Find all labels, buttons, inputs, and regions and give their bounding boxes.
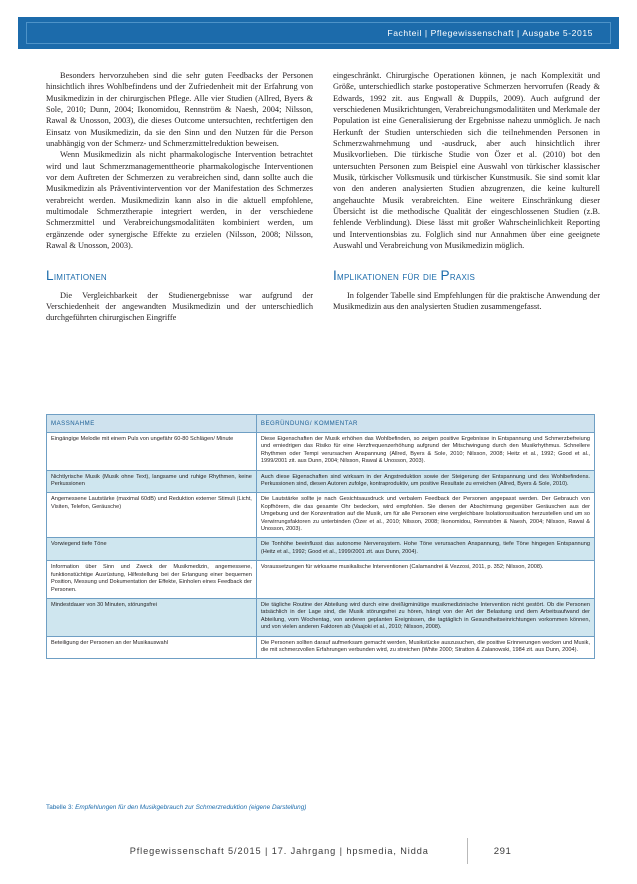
footer-divider <box>467 838 468 864</box>
section-heading-initial: I <box>333 267 338 283</box>
section-heading-implikationen <box>333 268 600 283</box>
paragraph: In folgender Tabelle sind Empfehlungen für die praktische Anwendung der Musikmedizin aus den analysierten Studien zusammengefasst. <box>333 290 600 311</box>
table-body <box>47 433 595 659</box>
table-row <box>47 636 595 659</box>
cell-massnahme: Nichtlyrische Musik (Musik ohne Text), langsame und ruhige Rhythmen, keine Perkussionen <box>47 470 257 493</box>
section-heading-rest: imitationen <box>53 270 107 283</box>
paragraph: Wenn Musikmedizin als nicht pharmakologische Intervention betrachtet wird und laut Schmerzmanagementtheorie pharmakologische Interventionen vor dem Auftreten der Schmerzen zu verabreichen sind, dann sollte auch die Musikmedizin als Präventivintervention vor der Manifestation des Schmerzes verabreicht werden. Musikmedizin kann also in die aktuell empfohlene, multimodale Schmerztherapie integriert werden, in der verschiedene Schmerzmittel und Verabreichungsmodalitäten kombiniert werden, um ergänzende oder synergische Effekte zu erzielen (Nilsson, 2008; Nilsson, Rawal & Unosson, 2003). <box>46 150 313 251</box>
section-heading-rest-2: raxis <box>449 270 476 283</box>
table-head <box>47 415 595 433</box>
section-heading-initial-2: P <box>440 267 450 283</box>
cell-begruendung: Die Lautstärke sollte je nach Gesichtsausdruck und verbalem Feedback der Personen angepasst werden. Der Gebrauch von Kopfhörern, die das gesamte Ohr bedecken, wird empfohlen. Sie dienen der Abschirmung gegenüber Geräuschen aus der Umgebung und der Konzentration auf die Musik, um für alle Personen eine vergleichbare Isolationssituation herzustellen und um so Verwirrungsfaktoren zu unterbinden (Özer et al., 2010; Nilsson, 2008; Ikonomidou, Rennström & Naesh, 2004; Nilsson, Rawal & Unosson, 2003). <box>256 493 594 538</box>
body-columns <box>46 70 600 324</box>
section-heading-initial: L <box>46 267 54 283</box>
recommendations-table-wrap <box>46 414 595 659</box>
cell-begruendung: Die Tonhöhe beeinflusst das autonome Nervensystem. Hohe Töne verursachen Anspannung, tiefe Töne hingegen Entspannung (Heitz et al., 1992; Good et al., 1999/2001 zit. aus Dunn, 2004). <box>256 538 594 561</box>
recommendations-table <box>46 414 595 659</box>
table-row <box>47 470 595 493</box>
left-column <box>46 70 313 324</box>
paragraph: Besonders hervorzuheben sind die sehr guten Feedbacks der Personen hinsichtlich ihres Wohlbefindens und der Zufriedenheit mit der Erfahrung von Musikmedizin in der chirurgischen Pflege. Alle vier Studien (Allred, Byers & Sole, 2010; Dunn, 2004; Ikonomidou, Rennström & Naesh, 2004; Nilsson, Rawal & Unosson, 2003), die dieses Outcome untersuchten, rechtfertigen den Einsatz von Musikmedizin, da sie den Sinn und den Nutzen für die Person unabhängig von der Schmerz- und Schmerzmittelreduktion beweisen. <box>46 71 313 149</box>
running-head-text: Fachteil | Pflegewissenschaft | Ausgabe 5-2015 <box>387 28 593 38</box>
section-heading-limitationen <box>46 268 313 283</box>
caption-title: Empfehlungen für den Musikgebrauch zur Schmerzreduktion (eigene Darstellung) <box>75 804 307 811</box>
table-row <box>47 433 595 471</box>
paragraph: Die Vergleichbarkeit der Studienergebnisse war aufgrund der Verschiedenheit der angewandten Musikmedizin und der unterschiedlich durchgeführten chirurgischen Eingriffe <box>46 290 313 323</box>
cell-begruendung: Voraussetzungen für wirksame musikalische Interventionen (Calamandrei & Vezzosi, 2011, p. 352; Nilsson, 2008). <box>256 561 594 599</box>
table-row <box>47 561 595 599</box>
column-header-begruendung: BEGRÜNDUNG/ KOMMENTAR <box>256 415 594 433</box>
cell-begruendung: Die Personen sollten darauf aufmerksam gemacht werden, Musikstücke auszusuchen, die positive Erinnerungen wecken und Musik, die mit schmerzvollen Erfahrungen verbunden wird, zu streichen (White 2000; Stratton & Zalanowski, 1984 zit. aus Dunn, 2004). <box>256 636 594 659</box>
footer-text: Pflegewissenschaft 5/2015 | 17. Jahrgang | hpsmedia, Nidda <box>129 846 429 856</box>
page-footer <box>46 838 595 864</box>
cell-massnahme: Information über Sinn und Zweck der Musikmedizin, angemessene, funktionstüchtige Ausrüstung, Hilfestellung bei der Erlangung einer bequemen Position, Messung und Dokumentation der Effekte, Einholen eines Feedback der Personen. <box>47 561 257 599</box>
column-header-massnahme: MASSNAHME <box>47 415 257 433</box>
section-heading-rest: mplikationen für die <box>337 270 441 283</box>
cell-massnahme: Beteiligung der Personen an der Musikauswahl <box>47 636 257 659</box>
cell-massnahme: Eingängige Melodie mit einem Puls von ungefähr 60-80 Schlägen/ Minute <box>47 433 257 471</box>
table-row <box>47 493 595 538</box>
paragraph: eingeschränkt. Chirurgische Operationen können, je nach Komplexität und Größe, unterschiedlich starke postoperative Schmerzen hervorrufen (Ready & Edwards, 1992 zit. aus Engwall & Duppils, 2009). Auch aufgrund der verschiedenen Musikrichtungen, Verabreichungsmodalitäten und Merkmale der Population ist eine Generalisierung der Ergebnisse nahezu unmöglich. Je nach Herkunft der Studien unterschieden sich die teilnehmenden Personen in Schmerzwahrnehmung und -ausdruck, aber auch hinsichtlich ihrer Musikvorlieben. Die türkische Studie von Özer et al. (2010) bot den untersuchten Personen zum Beispiel eine Auswahl von türkischer klassischer Musik, türkischer Volksmusik und türkischer Kunstmusik. Sie sind somit klar von den anderen analysierten Studien abzugrenzen, die keine kulturell angehauchte Musik verabreichten. Eine weitere Einschränkung dieser Übersicht ist die methodische Qualität der eingeschlossenen Studien (z.B. fehlende Verblindung). Diese lässt mit großer Wahrscheinlichkeit Reporting und Interventionsbias zu. Folglich sind nur Annahmen über eine geeignete Auswahl und Verabreichung von Musikmedizin möglich. <box>333 71 600 251</box>
table-row <box>47 598 595 636</box>
right-column <box>333 70 600 324</box>
cell-begruendung: Diese Eigenschaften der Musik erhöhen das Wohlbefinden, so zeigen positive Ergebnisse in Entspannung und Schmerzbefreiung und erniedrigen das Risiko für eine Herzfrequenzerhöhung aufgrund der Mitschwingung durch den Musikrhythmus. Schnellere Rhythmen oder Tempi verursachen Anspannung (Allred, Byers & Sole, 2010; Nilsson, 2008; Heitz et al., 1992; Good et al., 1999/2001 zit. aus Dunn, 2004; Nilsson, Rawal & Unosson, 2003). <box>256 433 594 471</box>
cell-begruendung: Die tägliche Routine der Abteilung wird durch eine dreißigminütige musikmedizinische Intervention nicht gestört. Ob die Personen tatsächlich in der Lage sind, die Musik störungsfrei zu hören, hängt von der Art der Belastung und dem Arbeitsaufwand der Abteilung, vom Wochentag, von anderen geplanten Ereignissen, die tagtäglich in Gesundheitseinrichtungen vorkommen können, und von vielen anderen Faktoren ab (Vaajoki et al., 2010; Nilsson, 2008). <box>256 598 594 636</box>
table-header-row <box>47 415 595 433</box>
table-caption <box>46 804 595 811</box>
table-row <box>47 538 595 561</box>
cell-begruendung: Auch diese Eigenschaften sind wirksam in der Angstreduktion sowie der Steigerung der Entspannung und des Wohlbefindens. Perkussionen sind, diesen Autoren zufolge, kontraproduktiv, um positive Resultate zu erreichen (Allred, Byers & Sole, 2010). <box>256 470 594 493</box>
running-head-bar <box>18 17 619 49</box>
caption-label: Tabelle 3: <box>46 804 74 811</box>
cell-massnahme: Vorwiegend tiefe Töne <box>47 538 257 561</box>
cell-massnahme: Mindestdauer von 30 Minuten, störungsfrei <box>47 598 257 636</box>
cell-massnahme: Angemessene Lautstärke (maximal 60dB) und Reduktion externer Stimuli (Licht, Visiten, Telefon, Geräusche) <box>47 493 257 538</box>
page-number: 291 <box>493 845 512 857</box>
